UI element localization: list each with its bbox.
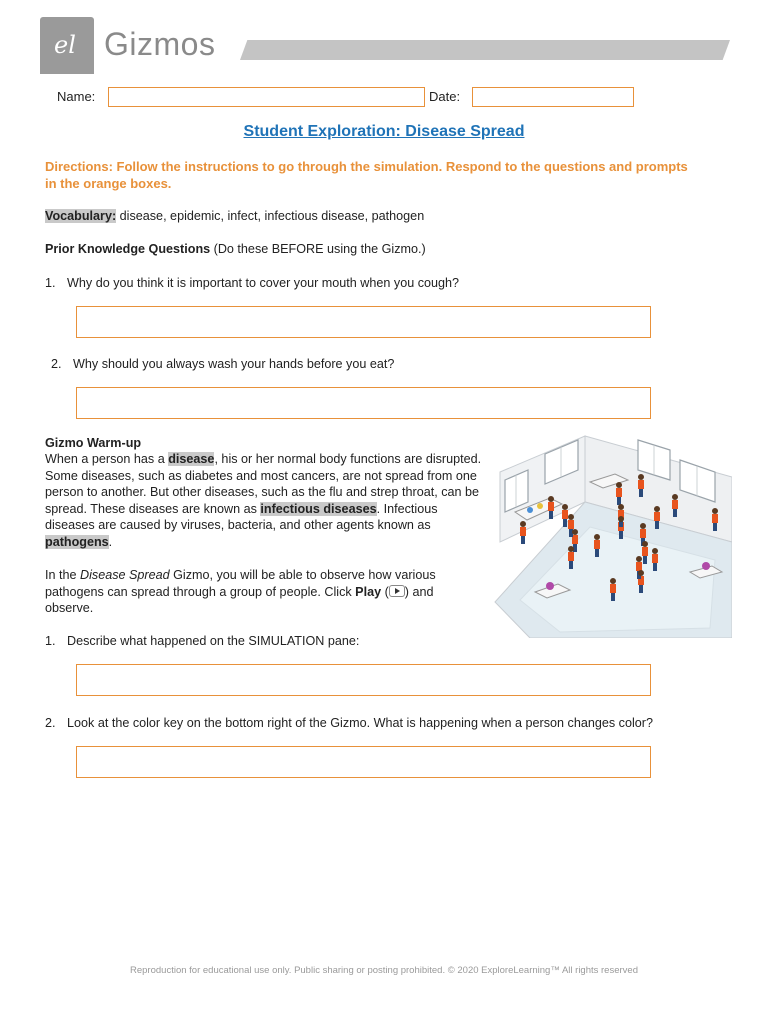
answer-box-warmup-1[interactable] [76,664,651,696]
gizmos-logo-mark [40,17,94,74]
footer-copyright: Reproduction for educational use only. Public sharing or posting prohibited. © 2020 ExploreLearning™ All rights reserved [130,965,638,976]
logo-mark-text: el [54,31,76,59]
prior-knowledge-note: (Do these BEFORE using the Gizmo.) [210,242,426,256]
desk-item [527,507,533,513]
vocabulary-label: Vocabulary: [45,209,117,223]
prior-knowledge-heading [45,241,426,258]
header-decorative-bar [240,40,730,60]
name-field[interactable] [108,87,425,107]
term-infectious-diseases: infectious diseases [260,501,377,516]
prior-question-1 [45,275,459,292]
answer-box-prior-1[interactable] [76,306,651,338]
warmup-text: ( [381,584,389,599]
warmup-paragraph-2 [45,567,482,617]
warmup-text: . [108,534,113,549]
play-label: Play [355,584,382,599]
flower-pot [546,582,554,590]
directions-text: Directions: Follow the instructions to go through the simulation. Respond to the questions and prompts in the orange boxes. [45,159,688,191]
gizmos-brand-name: Gizmos [104,26,216,62]
question-number: 2. [45,716,56,730]
desk-item [537,503,543,509]
question-number: 1. [45,276,56,290]
warmup-heading: Gizmo Warm-up [45,436,142,450]
warmup-text: In the [45,568,81,582]
warmup-text: , his or her normal body functions are disrupted. Some diseases, such as diabetes and most cancers, are not spread from one person to another. But other diseases, such as the flu and strep throat, can be spread. These diseases are known as [45,452,482,516]
warmup-paragraph-1 [45,451,482,550]
question-text: Describe what happened on the SIMULATION pane: [67,634,360,648]
page-title [0,123,768,141]
answer-box-warmup-2[interactable] [76,746,651,778]
name-label: Name: [57,89,96,104]
warmup-text: When a person has a [45,452,169,466]
gizmo-name: Disease Spread [80,568,170,582]
flower-pot [702,562,710,570]
page-title-text: Student Exploration: Disease Spread [243,123,525,140]
prior-question-2 [51,356,394,373]
classroom-simulation-illustration [490,432,732,638]
question-text: Why should you always wash your hands before you eat? [73,357,395,371]
vocabulary-line [45,208,424,225]
warmup-text: . Infectious diseases are caused by viruses, bacteria, and other agents known as [45,501,438,532]
warmup-question-1 [45,633,359,650]
vocabulary-terms: disease, epidemic, infect, infectious disease, pathogen [116,209,425,223]
question-text: Why do you think it is important to cover your mouth when you cough? [67,276,460,290]
warmup-question-2 [45,715,653,732]
play-icon [389,585,405,597]
term-pathogens: pathogens [45,534,109,549]
date-field[interactable] [472,87,634,107]
question-number: 1. [45,634,56,648]
warmup-text: Gizmo, you will be able to observe how various pathogens can spread through a group of people. Click [45,568,436,599]
warmup-text: ) and observe. [45,584,434,615]
term-disease: disease [168,452,215,466]
question-text: Look at the color key on the bottom right of the Gizmo. What is happening when a person changes color? [67,716,653,730]
answer-box-prior-2[interactable] [76,387,651,419]
date-label: Date: [429,89,461,104]
question-number: 2. [51,357,62,371]
prior-knowledge-title: Prior Knowledge Questions [45,242,211,256]
